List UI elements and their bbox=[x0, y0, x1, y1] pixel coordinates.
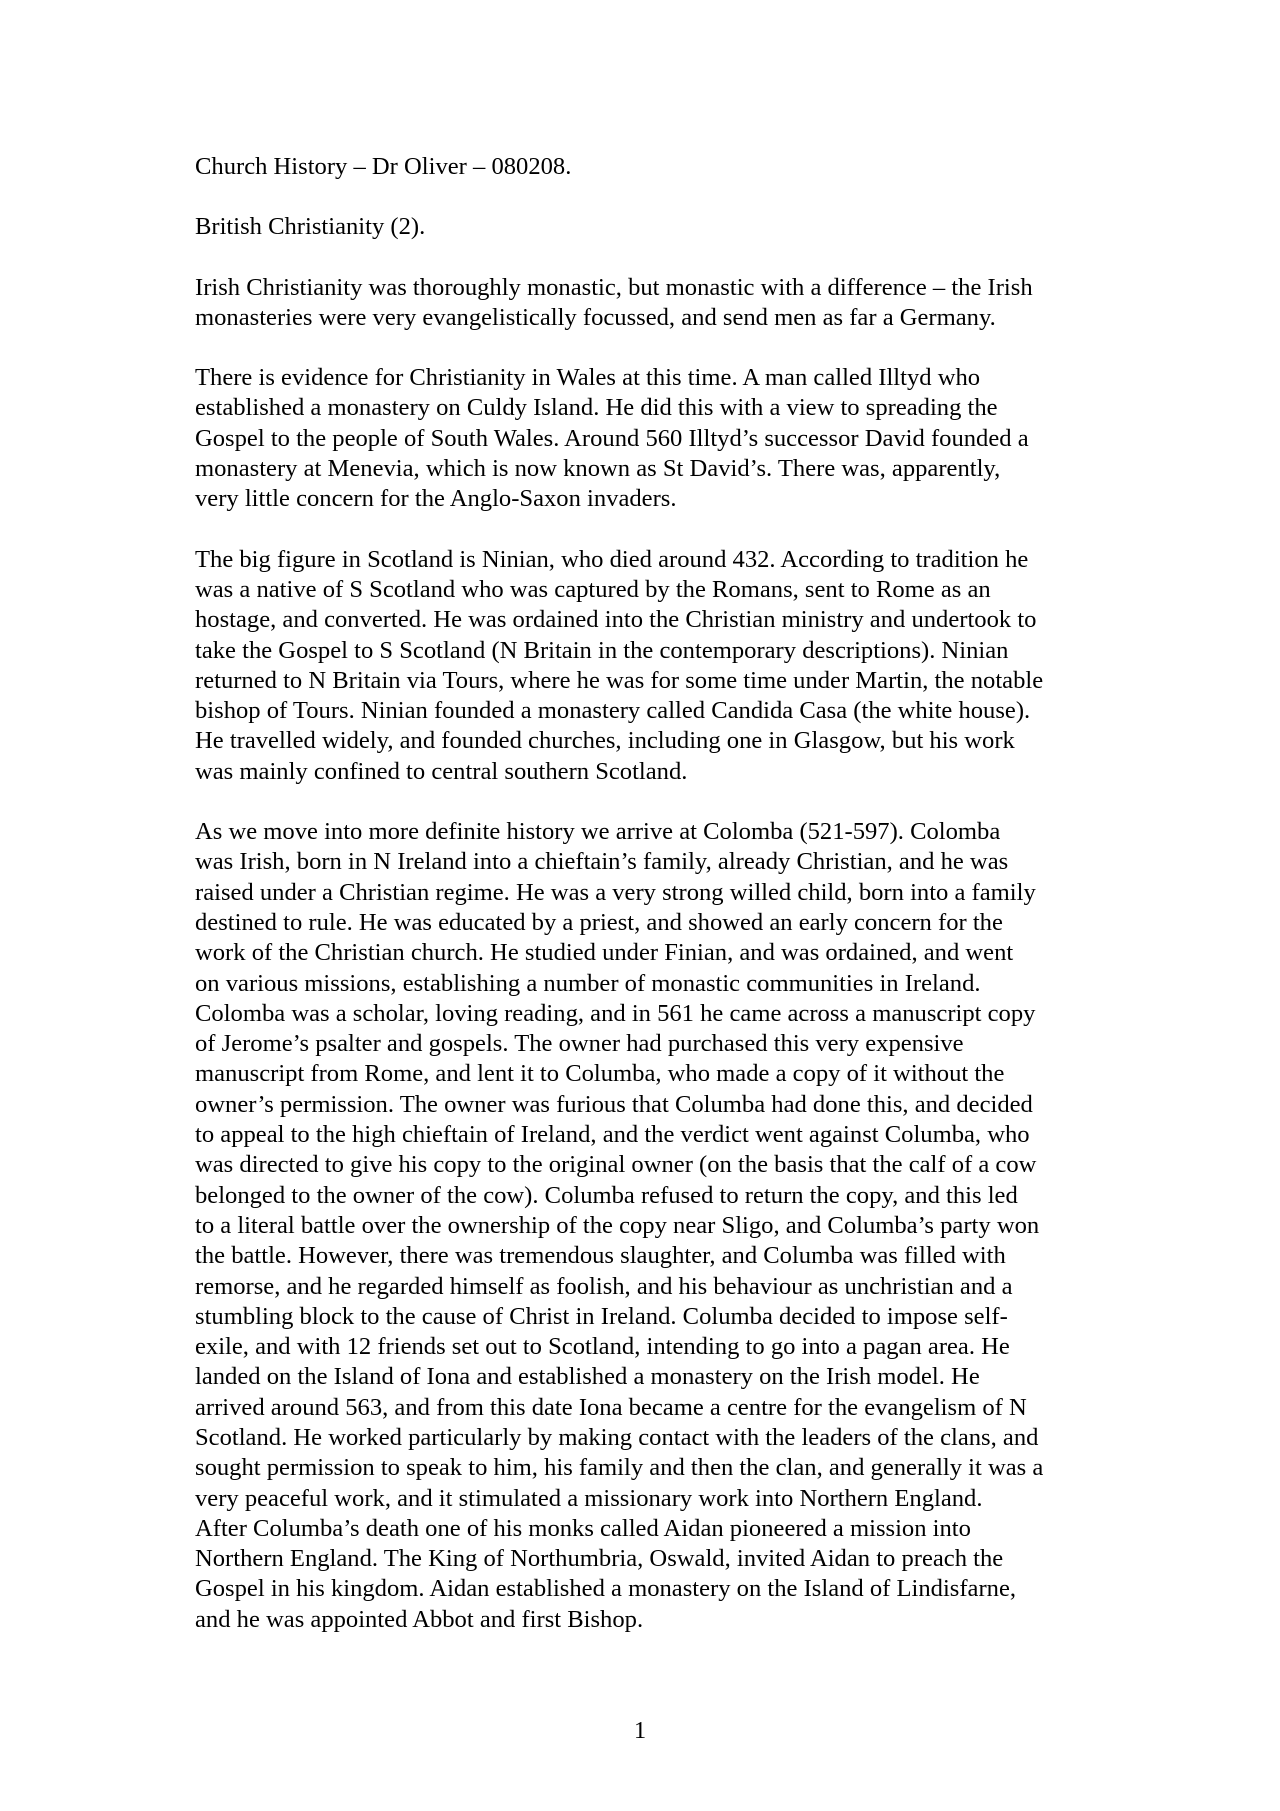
text-line: After Columba’s death one of his monks called Aidan pioneered a mission into bbox=[195, 1514, 971, 1542]
heading-line: Church History – Dr Oliver – 080208. bbox=[195, 153, 572, 180]
text-line: work of the Christian church. He studied under Finian, and was ordained, and went bbox=[195, 939, 1014, 967]
text-line: sought permission to speak to him, his family and then the clan, and generally it was a bbox=[195, 1454, 1044, 1482]
spacer bbox=[195, 333, 1100, 363]
text-line: manuscript from Rome, and lent it to Columba, who made a copy of it without the bbox=[195, 1060, 1005, 1088]
paragraph-ninian bbox=[195, 545, 1100, 787]
page-number: 1 bbox=[633, 1717, 647, 1744]
subheading-line: British Christianity (2). bbox=[195, 213, 426, 241]
spacer bbox=[195, 787, 1100, 817]
text-line: arrived around 563, and from this date Iona became a centre for the evangelism of N bbox=[195, 1393, 1027, 1421]
text-line: raised under a Christian regime. He was a very strong willed child, born into a family bbox=[195, 878, 1036, 906]
text-line: the battle. However, there was tremendous slaughter, and Columba was filled with bbox=[195, 1242, 1006, 1270]
text-line: exile, and with 12 friends set out to Scotland, intending to go into a pagan area. He bbox=[195, 1333, 1010, 1361]
text-line: and he was appointed Abbot and first Bishop. bbox=[195, 1605, 644, 1633]
paragraph-wales bbox=[195, 363, 1100, 514]
text-line: was Irish, born in N Ireland into a chieftain’s family, already Christian, and he was bbox=[195, 848, 1009, 876]
text-line: bishop of Tours. Ninian founded a monastery called Candida Casa (the white house). bbox=[195, 697, 1031, 725]
spacer bbox=[195, 182, 1100, 212]
paragraph-irish-christianity bbox=[195, 273, 1100, 334]
text-line: Colomba was a scholar, loving reading, and in 561 he came across a manuscript copy bbox=[195, 999, 1036, 1027]
text-line: There is evidence for Christianity in Wales at this time. A man called Illtyd who bbox=[195, 364, 981, 392]
text-line: established a monastery on Culdy Island. He did this with a view to spreading the bbox=[195, 394, 998, 422]
spacer bbox=[195, 243, 1100, 273]
text-line: Scotland. He worked particularly by making contact with the leaders of the clans, and bbox=[195, 1423, 1039, 1451]
text-line: monastery at Menevia, which is now known as St David’s. There was, apparently, bbox=[195, 455, 1001, 483]
text-line: to appeal to the high chieftain of Ireland, and the verdict went against Columba, who bbox=[195, 1121, 1030, 1149]
text-line: landed on the Island of Iona and established a monastery on the Irish model. He bbox=[195, 1363, 980, 1391]
document-subheading bbox=[195, 212, 1100, 242]
text-line: on various missions, establishing a number of monastic communities in Ireland. bbox=[195, 969, 981, 997]
text-line: He travelled widely, and founded churches, including one in Glasgow, but his work bbox=[195, 727, 1015, 755]
text-line: to a literal battle over the ownership of the copy near Sligo, and Columba’s party won bbox=[195, 1211, 1040, 1239]
text-line: owner’s permission. The owner was furious that Columba had done this, and decided bbox=[195, 1090, 1033, 1118]
text-line: Irish Christianity was thoroughly monastic, but monastic with a difference – the Irish bbox=[195, 273, 1033, 301]
spacer bbox=[195, 515, 1100, 545]
document-heading bbox=[195, 152, 1100, 182]
text-line: of Jerome’s psalter and gospels. The owner had purchased this very expensive bbox=[195, 1030, 964, 1058]
text-line: very little concern for the Anglo-Saxon invaders. bbox=[195, 485, 677, 513]
text-line: Gospel to the people of South Wales. Around 560 Illtyd’s successor David founded a bbox=[195, 424, 1029, 452]
text-line: returned to N Britain via Tours, where he was for some time under Martin, the notable bbox=[195, 666, 1044, 694]
text-line: take the Gospel to S Scotland (N Britain in the contemporary descriptions). Ninian bbox=[195, 636, 1009, 664]
text-line: As we move into more definite history we arrive at Colomba (521-597). Colomba bbox=[195, 818, 1001, 846]
text-line: Gospel in his kingdom. Aidan established a monastery on the Island of Lindisfarne, bbox=[195, 1575, 1017, 1603]
text-line: remorse, and he regarded himself as foolish, and his behaviour as unchristian and a bbox=[195, 1272, 1013, 1300]
text-line: was directed to give his copy to the original owner (on the basis that the calf of a cow bbox=[195, 1151, 1037, 1179]
text-line: Northern England. The King of Northumbria, Oswald, invited Aidan to preach the bbox=[195, 1545, 1004, 1573]
text-line: hostage, and converted. He was ordained into the Christian ministry and undertook to bbox=[195, 606, 1037, 634]
text-line: very peaceful work, and it stimulated a missionary work into Northern England. bbox=[195, 1484, 983, 1512]
text-line: was a native of S Scotland who was captured by the Romans, sent to Rome as an bbox=[195, 575, 991, 603]
text-line: was mainly confined to central southern Scotland. bbox=[195, 757, 688, 785]
text-line: monasteries were very evangelistically focussed, and send men as far a Germany. bbox=[195, 303, 996, 331]
text-line: stumbling block to the cause of Christ in Ireland. Columba decided to impose self- bbox=[195, 1302, 1008, 1330]
document-body bbox=[195, 152, 1100, 1635]
paragraph-columba bbox=[195, 817, 1100, 1635]
text-line: destined to rule. He was educated by a priest, and showed an early concern for the bbox=[195, 908, 1003, 936]
text-line: belonged to the owner of the cow). Columba refused to return the copy, and this led bbox=[195, 1181, 1018, 1209]
text-line: The big figure in Scotland is Ninian, who died around 432. According to tradition he bbox=[195, 545, 1029, 573]
